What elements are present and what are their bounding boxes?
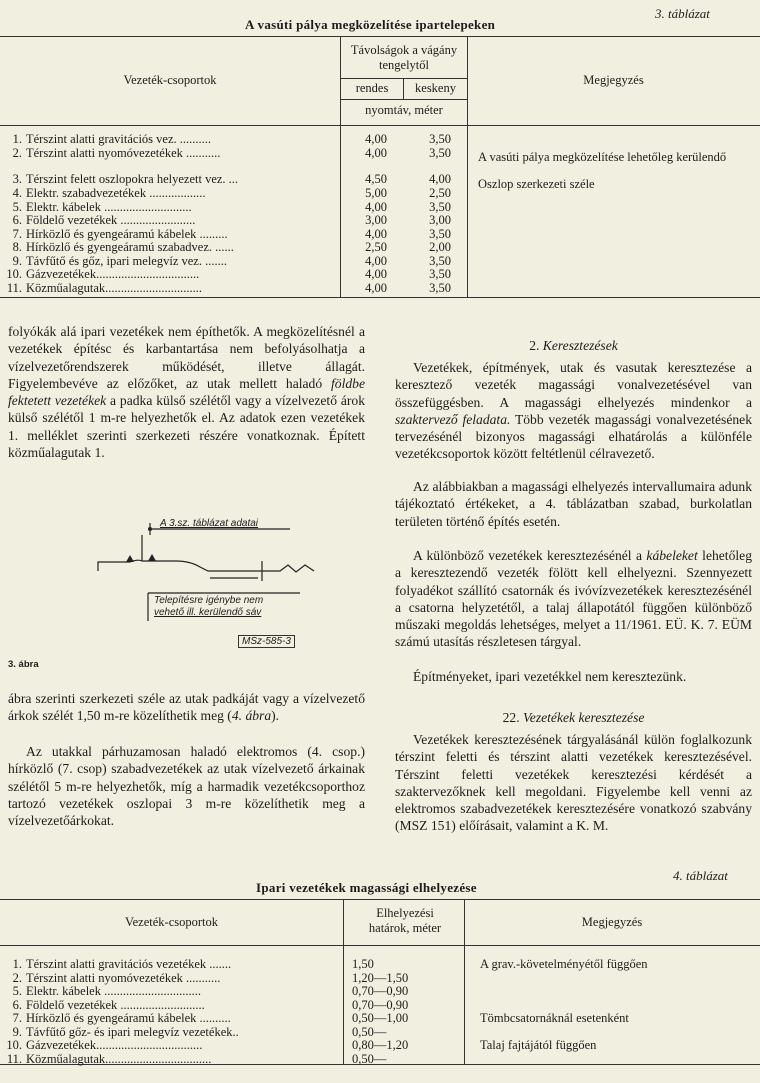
heading-vezetekek-keresztezese-number: 22. [502,710,520,725]
right-paragraph-4-text: Építményeket, ipari vezetékkel nem keresztezünk. [413,669,687,684]
left-paragraph-2-text: ábra szerinti szerkezeti széle az utak padkáját vagy a vízelvezető árkok szélét 1,50 m-re közelíthetik meg (4. ábra). [8,691,365,724]
table4-row-note: A grav.-követelményétől függően [480,957,648,971]
table4-row-number: 9. [12,1025,22,1039]
table4-row-name: Földelő vezetékek ........................... [26,998,205,1012]
table3-row-narrow: 3,50 [429,146,451,160]
table4-row [0,1053,339,1066]
table3-row-narrow: 4,00 [429,172,451,186]
table3-row-narrow: 2,00 [429,240,451,254]
table4-row-limits: 0,50—1,00 [352,1011,409,1025]
table4-row [0,972,339,985]
table3-row-name: Távfűtő és gőz, ipari melegvíz vez. ....... [26,255,227,268]
table4-row [0,958,339,971]
right-paragraph-2-text: Az alábbiakban a magassági elhelyezés intervallumaira adunk tájékoztató értékeket, a 4. táblázatban szabad, burkolatlan területen történő építés esetén. [395,479,752,529]
table3-row [0,187,336,200]
left-paragraph-1-text: folyókák alá ipari vezetékek nem építhetők. A megközelítésnél a vezetékek építésc és karbantartása nem befolyásolhatja a vízelvezetőrendszerek működését, illetve állagát. Figyelembevéve az előzőket, az utak mellett haladó földbe fektetett vezetékek a padka külső szélétől vagy a vízelvezető árok külső szélétől 1 m-re helyezhetők el. Az adatok ezen vezetékek 1. melléklet szerinti szerkezeti részére vonatkoznak. Épített közműalagutak 1. [8,324,366,461]
italic-phrase: kábeleket [646,548,698,563]
table4-row [0,1012,339,1025]
italic-phrase: földbe fektetett vezetékek [8,375,365,409]
table3-row-narrow: 3,50 [429,254,451,268]
table3-top-rule [0,36,760,37]
table4-row-name: Térszint alatti gravitációs vezetékek ....... [26,958,232,971]
table3-col-group: Vezeték-csoportok [123,73,217,87]
table3-row-narrow: 3,50 [429,267,451,281]
table3-row-normal: 4,00 [365,254,387,268]
table3-row [0,255,336,268]
table3-note-1: A vasúti pálya megközelítése lehetőleg kerülendő [478,150,727,164]
table4-row-number: 11. [6,1052,22,1066]
table4-row-limits: 0,70—0,90 [352,997,409,1012]
table3-row-normal: 3,00 [365,213,387,227]
table3-row-number: 11. [6,282,22,295]
table3-row-normal: 4,00 [365,281,387,295]
table3-row [0,133,336,146]
left-paragraph-3-text: Az utakkal párhuzamosan haladó elektromos (4. csop.) hírközlő (7. csop) szabadvezetékek az utak vízelvezető árkainak szélétől 5 m-re helyezhetők, míg a harmadik vezetékcsoporthoz tartozó vezetékek oszlopai 3 m-re közelíthetik meg a vízelvezetőárkokat. [8,744,365,829]
table4-row-limits: 0,80—1,20 [352,1038,409,1052]
dimension-point [148,527,152,531]
right-paragraph-1-text: Vezetékek, építmények, utak és vasutak keresztezése a keresztező vezeték magassági vonalvezetésével van összefüggésben. A magassági elhelyezés mindenkor a szaktervező feladata. Több vezeték magassági vonalvezetésének tervezésénél bizonyos magassági elhatárolás a különféle vezetékcsoportok között feltétlenül célravezető. [395,360,752,462]
table3-row-number: 8. [12,241,22,254]
table3-row-normal: 4,00 [365,200,387,214]
heading-vezetekek-keresztezese-text: Vezetékek keresztezése [523,710,645,725]
table3-note-2: Oszlop szerkezeti széle [478,177,595,191]
table3-row-number: 1. [12,133,22,146]
right-paragraph-2 [395,478,752,530]
right-paragraph-1 [395,359,752,463]
table4-row [0,1026,339,1039]
table3-col-normal: rendes [355,81,389,95]
marker-triangle-1 [126,555,134,562]
figure-caption: 3. ábra [8,659,39,670]
table3-row-normal: 4,00 [365,146,387,160]
table4-row-limits: 1,20—1,50 [352,970,409,985]
table3-row-number: 6. [12,214,22,227]
table4-number: 4. táblázat [673,868,728,883]
table3-row-name: Földelő vezetékek ........................ [26,214,196,227]
table4-row-number: 1. [12,958,22,971]
left-paragraph-1 [8,323,365,461]
table3-row-number: 3. [12,173,22,186]
table4-row-number: 5. [12,985,22,998]
table3-row [0,282,336,295]
table3-row-name: Elektr. kábelek ............................ [26,201,192,214]
right-paragraph-4 [395,668,752,685]
italic-phrase: szaktervező feladata. [395,411,511,427]
table3-row-narrow: 3,00 [429,213,451,227]
table3-row-narrow: 3,50 [429,132,451,146]
table3-row [0,201,336,214]
left-paragraph-3 [8,743,365,829]
table3-row-name: Elektr. szabadvezetékek .................. [26,187,206,200]
table3-row-normal: 4,00 [365,267,387,281]
right-paragraph-3-text: A különböző vezetékek keresztezésénél a kábeleket lehetőleg a keresztezendő vezeték fölött kell elhelyezni. Szennyezett folyadékot szállító csatornák és ivóvízvezetékek keresztezésénél a csatorna helyzetétől, a talaj állapotától függően különböző műszaki megoldás lehetséges, melyet a 11/1961. EÜ. K. 7. EÜM számú utasítás részletesen tárgyal. [395,548,752,650]
heading-keresztezesek-number: 2. [529,338,540,353]
table4-row [0,985,339,998]
table4-col-group: Vezeték-csoportok [124,915,219,929]
table3-row-number: 9. [12,255,22,268]
road-cross-section-drawing [90,515,320,655]
heading-keresztezesek-text: Keresztezések [542,338,618,353]
table4-col-note: Megjegyzés [581,915,643,929]
italic-phrase: 4. ábra [231,708,272,724]
table4-row-note: Talaj fajtájától függően [480,1038,597,1052]
figure-label-bottom-1: Telepítésre igénybe nem [154,595,264,606]
table3-row-number: 10. [6,268,22,281]
figure-stamp: MSz-585-3 [238,635,295,648]
table3-row-normal: 2,50 [365,240,387,254]
table4-row-name: Térszint alatti nyomóvezetékek ........... [26,971,221,985]
table4-row-name: Elektr. kábelek ............................... [26,985,201,998]
table3-row-narrow: 3,50 [429,200,451,214]
figure-label-top: A 3.sz. táblázat adatai [160,518,259,529]
table3-row-name: Térszint felett oszlopokra helyezett vez. ... [26,173,239,186]
table3-row-narrow: 3,50 [429,281,451,295]
table4-row [0,999,339,1012]
figure-3 [90,515,320,655]
table4-row-number: 10. [6,1039,22,1052]
table3-row [0,147,336,160]
table4-title: Ipari vezetékek magassági elhelyezése [256,880,477,895]
table4-row-limits: 0,70—0,90 [352,984,409,998]
right-paragraph-5 [395,731,752,835]
table4-row-number: 7. [12,1012,22,1025]
table3-row-name: Közműalagutak............................... [26,282,203,295]
heading-vezetekek-keresztezese [395,709,752,726]
table3-col-unit: nyomtáv, méter [365,103,443,117]
right-paragraph-3 [395,547,752,651]
table3-row-normal: 5,00 [365,186,387,200]
table3-row-narrow: 2,50 [429,186,451,200]
table3-row [0,268,336,281]
heading-keresztezesek [395,337,752,354]
table4-row-limits: 1,50 [352,957,374,971]
table4-row [0,1039,339,1052]
table3-row [0,214,336,227]
table3-row [0,173,336,186]
table3-row-name: Térszint alatti nyomóvezetékek ........... [26,147,221,160]
marker-triangle-2 [148,554,156,561]
table3-title: A vasúti pálya megközelítése ipartelepeken [245,17,496,32]
table4-vrule-1 [343,899,344,1064]
table3-row-name: Hírközlő és gyengeáramú szabadvez. ...... [26,241,234,254]
table4-row-name: Távfűtő gőz- és ipari melegvíz vezetékek.. [26,1025,239,1039]
table3-number: 3. táblázat [655,6,710,21]
table3-row [0,241,336,254]
table4-row-number: 2. [12,971,22,985]
table3-row [0,228,336,241]
table3-row-number: 7. [12,228,22,241]
table3-bottom-rule [0,297,760,298]
table3-row-normal: 4,00 [365,227,387,241]
table4-row-name: Közműalagutak.................................. [26,1052,212,1066]
right-paragraph-5-text: Vezetékek keresztezésének tárgyalásánál külön foglalkozunk térszint feletti és térszint alatti vezetékek keresztezésével. Térszint feletti vezetékek keresztezési kérdését a szaktervezőknek kell megoldani. Figyelembe kell venni az elektromos szabadvezetékek keresztezésére vonatkozó szabvány (MSZ 151) előírásait, valamint a K. M. [395,732,752,834]
table3-row-number: 4. [12,187,22,200]
table3-col-note: Megjegyzés [583,73,644,87]
table4-top-rule [0,899,760,900]
table4-row-limits: 0,50— [352,1024,387,1039]
table3-row-number: 5. [12,201,22,214]
table4-row-name: Hírközlő és gyengeáramú kábelek .......... [26,1012,231,1025]
left-paragraph-2 [8,690,365,725]
table4-row-note: Tömbcsatornáknál esetenként [480,1011,629,1025]
table3-row-narrow: 3,50 [429,227,451,241]
table3-header-rule [0,125,760,126]
table4-row-name: Gázvezetékek.................................. [26,1039,203,1052]
table3-row-name: Hírközlő és gyengeáramú kábelek ......... [26,228,228,241]
table3-subrule-2 [340,99,467,100]
table3-col-narrow: keskeny [415,81,456,95]
table4-col-limits: Elhelyezési határok, méter [368,906,442,935]
table3-col-distance: Távolságok a vágány tengelytől [350,43,458,72]
figure-label-bottom-2: vehető ill. kerülendő sáv [154,607,262,618]
table4-header-rule [0,945,760,946]
table3-row-name: Térszint alatti gravitációs vez. .......... [26,133,212,146]
table3-row-number: 2. [12,147,22,160]
table4-row-number: 6. [12,998,22,1012]
table3-row-name: Gázvezetékek................................. [26,268,200,281]
table4-row-limits: 0,50— [352,1051,387,1066]
table3-row-normal: 4,00 [365,132,387,146]
table3-row-normal: 4,50 [365,172,387,186]
